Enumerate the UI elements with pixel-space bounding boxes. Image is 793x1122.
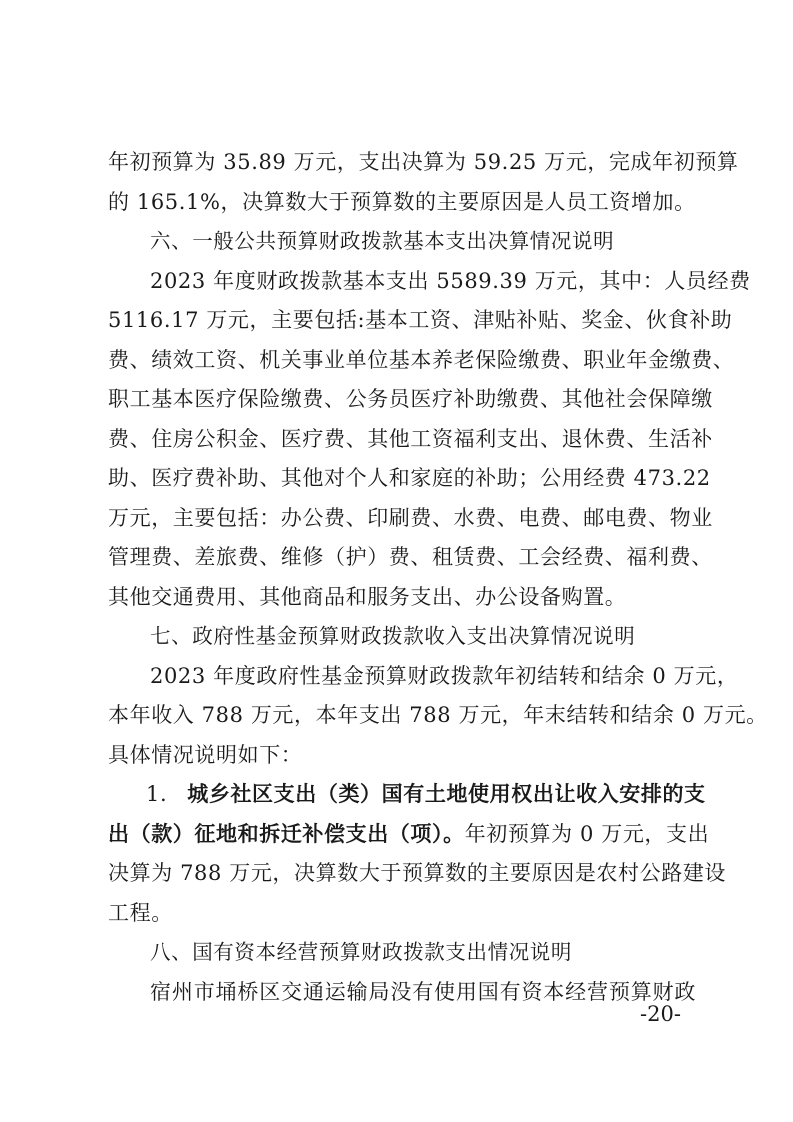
list-item-number: 1. — [146, 782, 168, 806]
paragraph-line: 职工基本医疗保险缴费、公务员医疗补助缴费、其他社会保障缴 — [108, 387, 713, 411]
paragraph-line: 5116.17 万元，主要包括:基本工资、津贴补贴、奖金、伙食补助 — [108, 308, 733, 332]
paragraph-line: 其他交通费用、其他商品和服务支出、办公设备购置。 — [108, 584, 627, 609]
paragraph-line: 2023 年度财政拨款基本支出 5589.39 万元，其中：人员经费 — [150, 268, 751, 293]
paragraph-line: 工程。 — [108, 900, 173, 925]
section-heading-6: 六、一般公共预算财政拨款基本支出决算情况说明 — [150, 229, 615, 253]
paragraph-line: 万元，主要包括：办公费、印刷费、水费、电费、邮电费、物业 — [108, 505, 713, 530]
body-text — [108, 143, 768, 1012]
paragraph-line: 助、医疗费补助、其他对个人和家庭的补助；公用经费 473.22 — [108, 466, 711, 490]
paragraph-line: 的 165.1%，决算数大于预算数的主要原因是人员工资增加。 — [108, 189, 696, 214]
paragraph-line: 宿州市埇桥区交通运输局没有使用国有资本经营预算财政 — [150, 979, 696, 1004]
list-item-1-line — [108, 775, 706, 815]
list-item-bold-title: 出（款）征地和拆迁补偿支出（项）。 — [108, 821, 465, 846]
list-item-1-line — [108, 815, 710, 855]
paragraph-line: 费、绩效工资、机关事业单位基本养老保险缴费、职业年金缴费、 — [108, 347, 735, 372]
paragraph-line: 年初预算为 35.89 万元，支出决算为 59.25 万元，完成年初预算 — [108, 150, 739, 174]
list-item-text: 年初预算为 0 万元，支出 — [464, 821, 710, 846]
paragraph-line: 2023 年度政府性基金预算财政拨款年初结转和结余 0 万元， — [150, 663, 739, 688]
page-number: -20- — [640, 1002, 681, 1026]
section-heading-8: 八、国有资本经营预算财政拨款支出情况说明 — [150, 940, 572, 964]
list-item-bold-title: 城乡社区支出（类）国有土地使用权出让收入安排的支 — [187, 782, 706, 806]
paragraph-line: 具体情况说明如下： — [108, 742, 303, 767]
paragraph-line: 费、住房公积金、医疗费、其他工资福利支出、退休费、生活补 — [108, 426, 713, 451]
paragraph-line: 本年收入 788 万元，本年支出 788 万元，年末结转和结余 0 万元。 — [108, 703, 768, 727]
section-heading-7: 七、政府性基金预算财政拨款收入支出决算情况说明 — [150, 624, 636, 648]
paragraph-line: 决算为 788 万元，决算数大于预算数的主要原因是农村公路建设 — [108, 861, 727, 885]
paragraph-line: 管理费、差旅费、维修（护）费、租赁费、工会经费、福利费、 — [108, 545, 713, 569]
